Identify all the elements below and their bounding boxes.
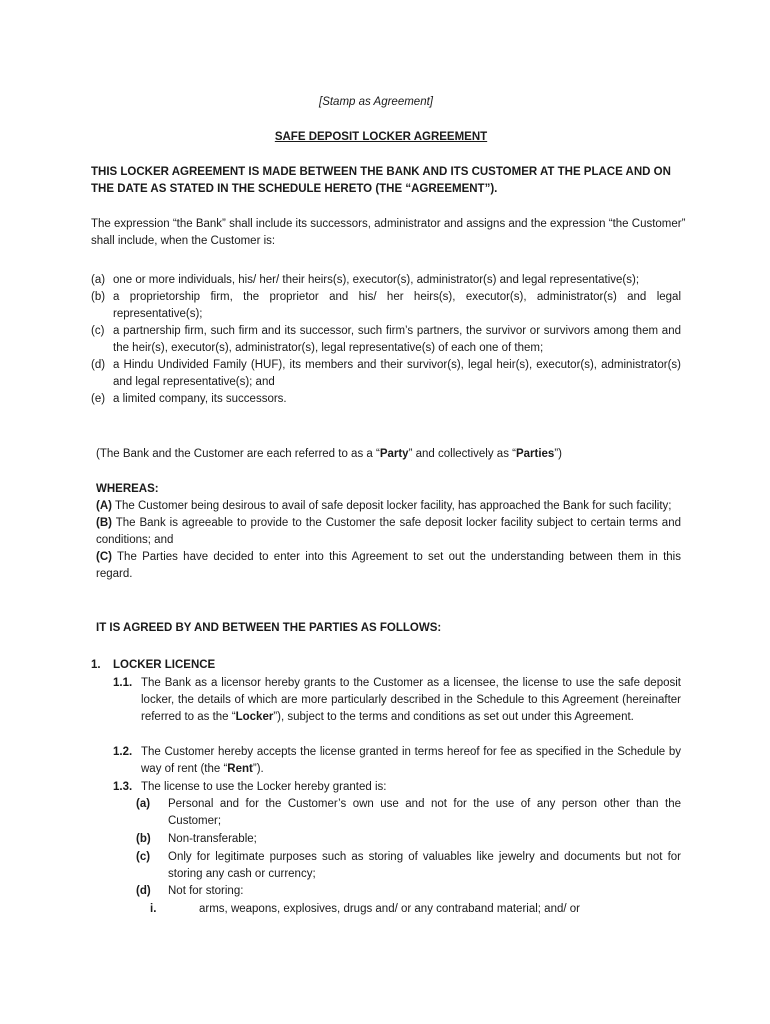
list-label: (e) xyxy=(91,393,106,405)
list-item xyxy=(91,323,681,357)
clause-text: The license to use the Locker hereby granted is: xyxy=(141,781,387,793)
list-text: one or more individuals, his/ her/ their heirs(s), executor(s), administrator(s) and legal representative(s); xyxy=(113,274,640,286)
document-title: SAFE DEPOSIT LOCKER AGREEMENT xyxy=(274,131,488,143)
clause-label: 1.2. xyxy=(113,746,133,758)
clause-label: i. xyxy=(150,903,157,915)
list-item xyxy=(91,357,681,391)
clause-text: Not for storing: xyxy=(168,885,244,897)
clause-1-3-a xyxy=(136,796,681,830)
recital-text: The Bank is agreeable to provide to the Customer the safe deposit locker facility subject to certain terms and conditions; and xyxy=(96,517,681,546)
section-title: LOCKER LICENCE xyxy=(113,659,216,671)
clause-label: (a) xyxy=(136,798,151,810)
parties-text: (The Bank and the Customer are each referred to as a “ xyxy=(96,448,380,460)
clause-1-3-b xyxy=(136,831,681,848)
clause-text: Only for legitimate purposes such as storing of valuables like jewelry and documents but not for storing any cash or currency; xyxy=(168,851,681,880)
list-item xyxy=(91,391,681,408)
list-text: a partnership firm, such firm and its successor, such firm’s partners, the survivor or survivors among them and the heir(s), executor(s), administrator(s), legal representative(s) of each one of them; xyxy=(113,325,681,354)
stamp-note: [Stamp as Agreement] xyxy=(319,96,433,108)
recital xyxy=(96,549,681,583)
list-item xyxy=(91,289,681,323)
intro-paragraph: THIS LOCKER AGREEMENT IS MADE BETWEEN THE BANK AND ITS CUSTOMER AT THE PLACE AND ON THE DATE AS STATED IN THE SCHEDULE HERETO (THE “AGREEMENT”). xyxy=(91,166,671,195)
section-number: 1. xyxy=(91,659,101,671)
list-text: a limited company, its successors. xyxy=(113,393,287,405)
parties-definition xyxy=(96,446,696,463)
section-heading xyxy=(91,657,691,674)
parties-text: ”) xyxy=(554,448,562,460)
clause-text: Personal and for the Customer’s own use and not for the use of any person other than the Customer; xyxy=(168,798,681,827)
recital-label: (C) xyxy=(96,551,112,563)
clause-1-2 xyxy=(113,744,681,778)
whereas-section xyxy=(96,481,681,583)
list-label: (d) xyxy=(91,359,106,371)
recital-label: (B) xyxy=(96,517,112,529)
clause-text: The Bank as a licensor hereby grants to the Customer as a licensee, the license to use the safe deposit locker, the details of which are more particularly described in the Schedule to this Agreement (hereinafter referred to as the “Locker”), subject to the terms and conditions as set out under this Agreement. xyxy=(141,677,681,723)
clause-label: (d) xyxy=(136,885,151,897)
clause-1-3-c xyxy=(136,849,681,883)
list-text: a proprietorship firm, the proprietor and his/ her heirs(s), executor(s), administrator(s) and legal representative(s); xyxy=(113,291,681,320)
rent-term: Rent xyxy=(227,763,253,775)
recital xyxy=(96,498,681,515)
clause-1-3-d xyxy=(136,883,681,900)
party-term: Party xyxy=(379,448,409,460)
recital-text: The Parties have decided to enter into this Agreement to set out the understanding between them in this regard. xyxy=(96,551,681,580)
locker-term: Locker xyxy=(235,711,274,723)
list-text: a Hindu Undivided Family (HUF), its members and their survivor(s), legal heir(s), executor(s), administrator(s) and legal representative(s); and xyxy=(113,359,681,388)
agreed-heading: IT IS AGREED BY AND BETWEEN THE PARTIES AS FOLLOWS: xyxy=(96,622,442,634)
clause-1-3-d-i xyxy=(150,901,680,918)
list-item xyxy=(91,272,681,289)
recital xyxy=(96,515,681,549)
clause-text: The Customer hereby accepts the license granted in terms hereof for fee as specified in the Schedule by way of rent (the “Rent”). xyxy=(141,746,681,775)
customer-type-list xyxy=(91,272,681,408)
list-label: (b) xyxy=(91,291,106,303)
list-label: (c) xyxy=(91,325,105,337)
clause-label: (b) xyxy=(136,833,151,845)
recital-label: (A) xyxy=(96,500,112,512)
parties-text: ” and collectively as “ xyxy=(408,448,516,460)
clause-text: Non-transferable; xyxy=(168,833,257,845)
clause-label: (c) xyxy=(136,851,151,863)
whereas-heading: WHEREAS: xyxy=(96,483,159,495)
recital-text: The Customer being desirous to avail of safe deposit locker facility, has approached the Bank for such facility; xyxy=(111,500,672,512)
clause-1-1 xyxy=(113,675,681,726)
clause-1-3 xyxy=(113,779,681,796)
clause-label: 1.3. xyxy=(113,781,133,793)
expression-paragraph: The expression “the Bank” shall include its successors, administrator and assigns and the expression “the Customer” shall include, when the Customer is: xyxy=(91,218,686,247)
parties-term: Parties xyxy=(515,448,555,460)
clause-label: 1.1. xyxy=(113,677,133,689)
list-label: (a) xyxy=(91,274,106,286)
clause-text: arms, weapons, explosives, drugs and/ or any contraband material; and/ or xyxy=(199,903,580,915)
